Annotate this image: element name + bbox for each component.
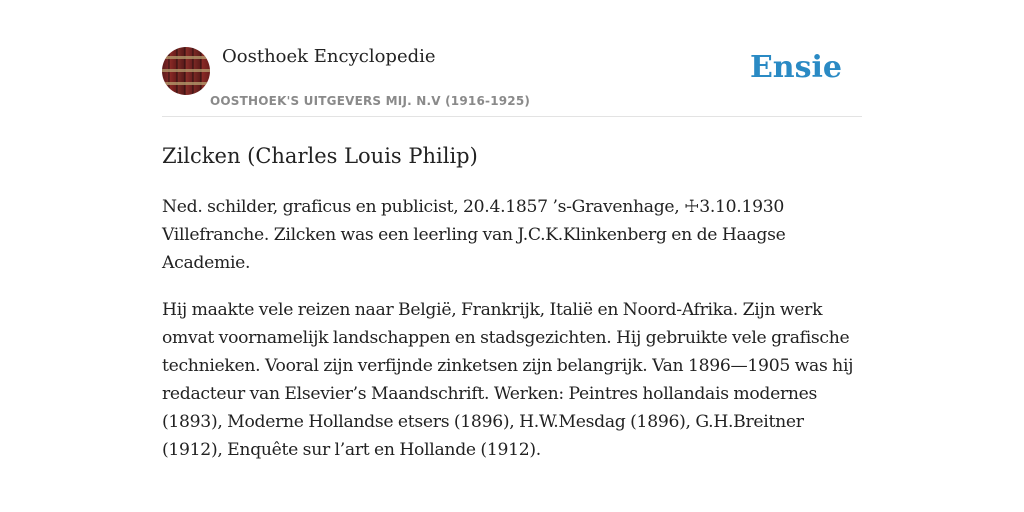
brand-logo[interactable]: Ensie [749,50,842,85]
spine-band [162,69,210,72]
source-header [162,44,862,117]
spine-band [162,82,210,85]
entry-card [162,44,862,464]
spine-band [162,56,210,59]
entry-title: Zilcken (Charles Louis Philip) [162,144,478,168]
book-spines-icon [162,47,210,95]
publisher-label: OOSTHOEK'S UITGEVERS MIJ. N.V (1916-1925) [210,94,531,108]
entry-paragraph: Hij maakte vele reizen naar België, Frankrijk, Italië en Noord-Afrika. Zijn werk omvat voornamelijk landschappen en stadsgezichten. Hij gebruikte vele grafische technieken. Vooral zijn verfijnde zinketsen zijn belangrijk. Van 1896—1905 was hij redacteur van Elsevier’s Maandschrift. Werken: Peintres hollandais modernes (1893), Moderne Hollandse etsers (1896), H.W.Mesdag (1896), G.H.Breitner (1912), Enquête sur l’art en Hollande (1912). [162,300,854,460]
source-title[interactable]: Oosthoek Encyclopedie [222,46,436,67]
entry-paragraph: Ned. schilder, graficus en publicist, 20.4.1857 ’s-Gravenhage, ☩3.10.1930 Villefranche. Zilcken was een leerling van J.C.K.Klinkenberg en de Haagse Academie. [162,197,786,273]
